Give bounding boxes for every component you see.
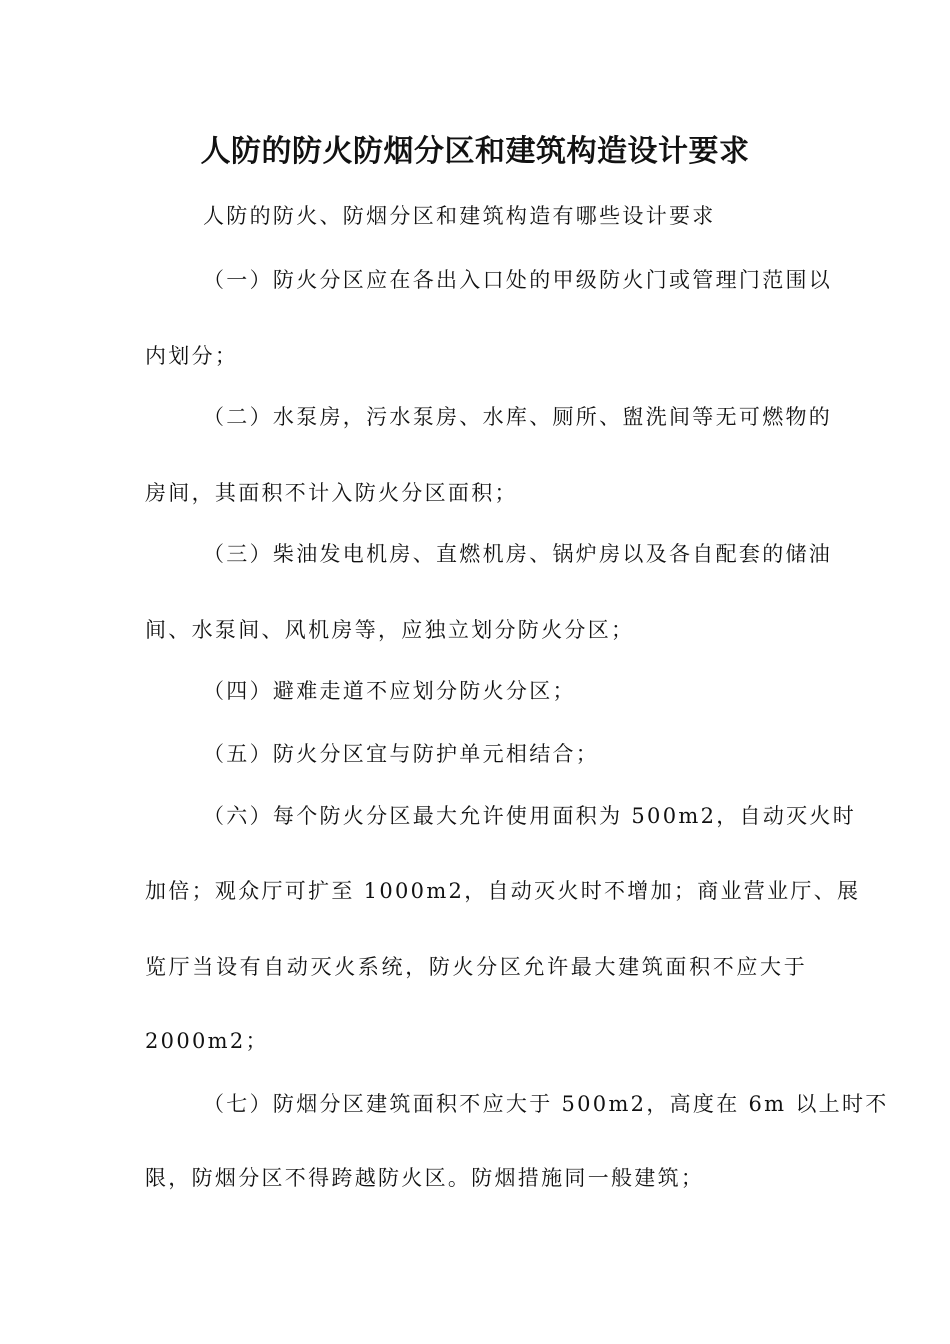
item-6-line-2: 加倍；观众厅可扩至 1000m2，自动灭火时不增加；商业营业厅、展	[145, 879, 861, 903]
document-subtitle: 人防的防火、防烟分区和建筑构造有哪些设计要求	[203, 204, 716, 228]
item-5-line-1: （五）防火分区宜与防护单元相结合；	[203, 742, 600, 766]
document-title: 人防的防火防烟分区和建筑构造设计要求	[200, 134, 750, 169]
item-7-line-1: （七）防烟分区建筑面积不应大于 500m2，高度在 6m 以上时不	[203, 1092, 889, 1116]
item-7-line-2: 限，防烟分区不得跨越防火区。防烟措施同一般建筑；	[145, 1166, 705, 1190]
item-3-line-2: 间、水泵间、风机房等，应独立划分防火分区；	[145, 618, 635, 642]
item-6-line-1: （六）每个防火分区最大允许使用面积为 500m2，自动灭火时	[203, 804, 857, 828]
item-3-line-1: （三）柴油发电机房、直燃机房、锅炉房以及各自配套的储油	[203, 542, 833, 566]
item-4-line-1: （四）避难走道不应划分防火分区；	[203, 679, 576, 703]
item-1-line-2: 内划分；	[145, 344, 239, 368]
item-6-line-4: 2000m2；	[145, 1029, 269, 1053]
item-6-line-3: 览厅当设有自动灭火系统，防火分区允许最大建筑面积不应大于	[145, 955, 807, 979]
item-2-line-1: （二）水泵房，污水泵房、水库、厕所、盥洗间等无可燃物的	[203, 405, 833, 429]
item-2-line-2: 房间，其面积不计入防火分区面积；	[145, 481, 518, 505]
item-1-line-1: （一）防火分区应在各出入口处的甲级防火门或管理门范围以	[203, 268, 833, 292]
